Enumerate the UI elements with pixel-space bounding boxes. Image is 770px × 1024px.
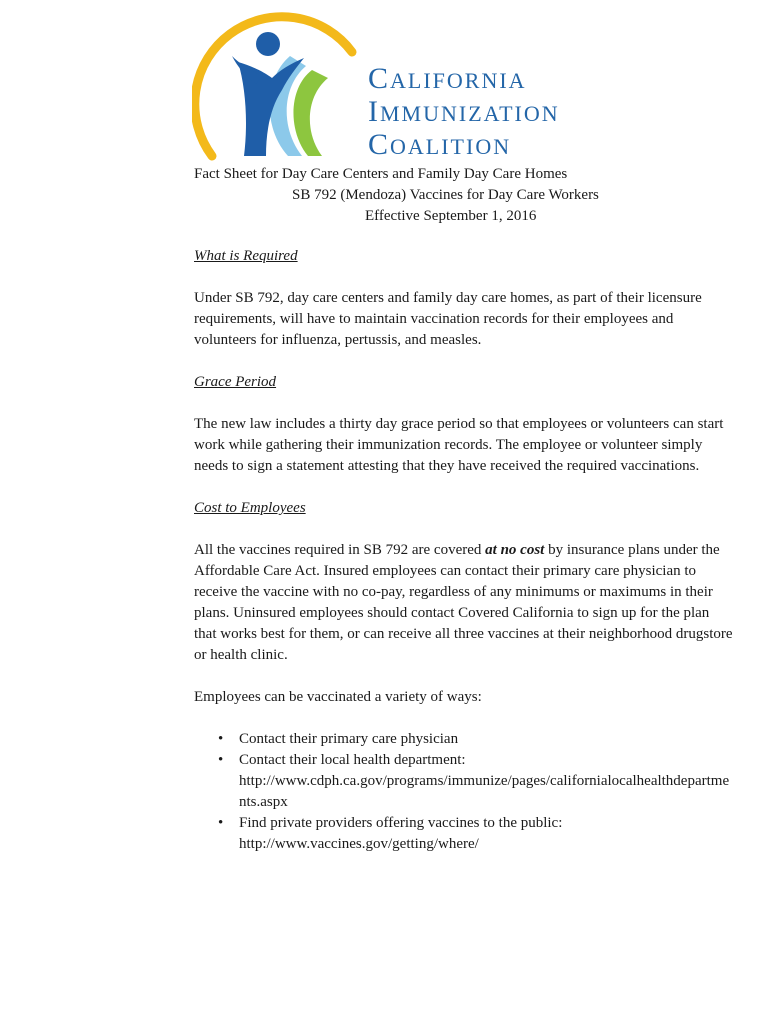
no-cost-emphasis: at no cost	[485, 542, 545, 558]
list-item-text: Contact their primary care physician	[239, 731, 459, 747]
section-body-cost: All the vaccines required in SB 792 are covered at no cost by insurance plans under the Affordable Care Act. Insured employees can contact their primary care physician to receive the vaccine with no co-pay, regardless of any minimums or maximums in their plans. Uninsured employees should contact Covered California to sign up for the plan that works best for them, or can receive all three vaccines at their neighborhood drugstore or health clinic.	[194, 542, 733, 663]
section-body-required: Under SB 792, day care centers and family day care homes, as part of their licensure requirements, will have to maintain vaccination records for their employees and volunteers for influenza, pertussis, and measles.	[194, 290, 702, 348]
header-effective-date: Effective September 1, 2016	[365, 208, 537, 224]
bullet-icon: •	[218, 731, 224, 747]
list-item-text: Find private providers offering vaccines to the public:	[239, 815, 563, 831]
list-item	[194, 729, 734, 750]
section-title-cost: Cost to Employees	[194, 500, 306, 516]
logo-line-immunization: IMMUNIZATION	[368, 95, 560, 128]
section-body-grace-period: The new law includes a thirty day grace period so that employees or volunteers can start work while gathering their immunization records. The employee or volunteer simply needs to sign a statement attesting that they have received the required vaccinations.	[194, 416, 724, 474]
green-swoosh-icon	[293, 70, 328, 156]
vaccines-gov-link[interactable]: http://www.vaccines.gov/getting/where/	[239, 836, 479, 852]
document-header	[194, 164, 714, 227]
header-title: Fact Sheet for Day Care Centers and Family Day Care Homes	[194, 166, 568, 182]
bullet-icon: •	[218, 752, 224, 768]
document-body	[194, 246, 734, 855]
section-title-grace-period: Grace Period	[194, 374, 277, 390]
vaccination-options-list	[194, 729, 734, 855]
vaccination-ways-intro: Employees can be vaccinated a variety of ways:	[194, 689, 482, 705]
figure-head-icon	[256, 32, 280, 56]
logo-line-coalition: COALITION	[368, 128, 512, 161]
logo-wordmark	[368, 64, 560, 163]
header-bill: SB 792 (Mendoza) Vaccines for Day Care Workers	[292, 187, 599, 203]
list-item	[194, 813, 734, 855]
list-item-text: Contact their local health department:	[239, 752, 466, 768]
logo-line-california: CALIFORNIA	[368, 62, 527, 95]
bullet-icon: •	[218, 815, 224, 831]
section-title-required: What is Required	[194, 248, 298, 264]
california-immunization-coalition-logo	[192, 6, 592, 162]
list-item	[194, 750, 734, 813]
coalition-logo-mark-icon	[192, 6, 357, 162]
local-health-department-link[interactable]: http://www.cdph.ca.gov/programs/immunize/pages/californialocalhealthdepartments.aspx	[239, 773, 730, 810]
